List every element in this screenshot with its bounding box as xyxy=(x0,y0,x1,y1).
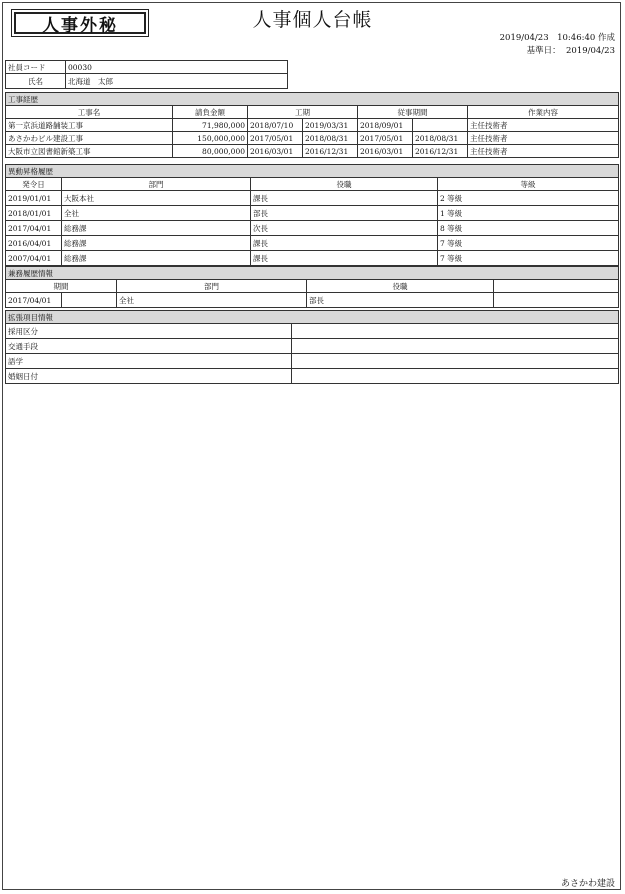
document-title: 人事個人台帳 xyxy=(252,9,373,31)
transfer-header-row xyxy=(6,178,619,191)
transfer-section-title: 異動昇格履歴 xyxy=(6,165,619,178)
table-row xyxy=(6,354,619,369)
col-header-department: 部門 xyxy=(117,280,307,293)
extended-fields-table xyxy=(5,310,619,384)
created-timestamp: 2019/04/23 10:46:40 作成 xyxy=(499,33,615,43)
work-start: 2018/09/01 xyxy=(358,119,413,132)
col-header-work-content: 作業内容 xyxy=(468,106,619,119)
position: 部長 xyxy=(307,293,494,308)
employee-name-label: 氏名 xyxy=(6,74,66,89)
field-label: 採用区分 xyxy=(6,324,292,339)
department: 総務課 xyxy=(62,251,251,266)
extended-section-title: 拡張項目情報 xyxy=(6,311,619,324)
position: 課長 xyxy=(251,191,438,206)
company-name: あさかわ建設 xyxy=(560,879,615,889)
base-date-label: 基準日： xyxy=(526,46,561,56)
construction-history-table xyxy=(5,92,619,158)
contract-amount: 71,980,000 xyxy=(173,119,248,132)
period-end: 2019/03/31 xyxy=(303,119,358,132)
project-name: 大阪市立図書館新築工事 xyxy=(6,145,173,158)
col-header-blank xyxy=(494,280,619,293)
concurrent-history-table xyxy=(5,266,619,308)
col-header-department: 部門 xyxy=(62,178,251,191)
work-start: 2017/05/01 xyxy=(358,132,413,145)
project-name: 第一京浜道路舗装工事 xyxy=(6,119,173,132)
department: 総務課 xyxy=(62,236,251,251)
col-header-construction-period: 工期 xyxy=(248,106,358,119)
position: 次長 xyxy=(251,221,438,236)
table-row xyxy=(6,191,619,206)
work-end xyxy=(413,119,468,132)
field-value xyxy=(292,354,619,369)
department: 総務課 xyxy=(62,221,251,236)
department: 全社 xyxy=(117,293,307,308)
col-header-work-period: 従事期間 xyxy=(358,106,468,119)
period-end: 2018/08/31 xyxy=(303,132,358,145)
department: 全社 xyxy=(62,206,251,221)
table-row xyxy=(6,206,619,221)
issue-date: 2007/04/01 xyxy=(6,251,62,266)
issue-date: 2016/04/01 xyxy=(6,236,62,251)
construction-header-row xyxy=(6,106,619,119)
work-content: 主任技術者 xyxy=(468,145,619,158)
table-row xyxy=(6,221,619,236)
confidential-stamp-text: 人事外秘 xyxy=(14,12,146,34)
col-header-grade: 等級 xyxy=(438,178,619,191)
construction-section-title: 工事経歴 xyxy=(6,93,619,106)
field-label: 語学 xyxy=(6,354,292,369)
issue-date: 2018/01/01 xyxy=(6,206,62,221)
position: 部長 xyxy=(251,206,438,221)
work-start: 2016/03/01 xyxy=(358,145,413,158)
position: 課長 xyxy=(251,251,438,266)
grade: 8 等級 xyxy=(438,221,619,236)
grade: 1 等級 xyxy=(438,206,619,221)
table-row xyxy=(6,132,619,145)
period-end: 2016/12/31 xyxy=(303,145,358,158)
base-date-value: 2019/04/23 xyxy=(566,46,615,56)
concurrent-header-row xyxy=(6,280,619,293)
position: 課長 xyxy=(251,236,438,251)
field-value xyxy=(292,369,619,384)
employee-code-label: 社員コード xyxy=(6,61,66,74)
period-end xyxy=(62,293,117,308)
grade: 7 等級 xyxy=(438,251,619,266)
employee-name-value: 北海道 太郎 xyxy=(66,74,288,89)
department: 大阪本社 xyxy=(62,191,251,206)
contract-amount: 150,000,000 xyxy=(173,132,248,145)
concurrent-section-title: 兼務履歴情報 xyxy=(6,267,619,280)
employee-name-row xyxy=(6,74,288,89)
extra-cell xyxy=(494,293,619,308)
table-row xyxy=(6,369,619,384)
employee-info-table xyxy=(5,60,288,89)
work-end: 2018/08/31 xyxy=(413,132,468,145)
table-row xyxy=(6,119,619,132)
table-row xyxy=(6,236,619,251)
field-label: 婚姻日付 xyxy=(6,369,292,384)
period-start: 2017/05/01 xyxy=(248,132,303,145)
project-name: あさかわビル建設工事 xyxy=(6,132,173,145)
field-value xyxy=(292,324,619,339)
field-value xyxy=(292,339,619,354)
col-header-position: 役職 xyxy=(251,178,438,191)
col-header-project-name: 工事名 xyxy=(6,106,173,119)
col-header-period: 期間 xyxy=(6,280,117,293)
work-content: 主任技術者 xyxy=(468,119,619,132)
period-start: 2016/03/01 xyxy=(248,145,303,158)
issue-date: 2019/01/01 xyxy=(6,191,62,206)
period-start: 2017/04/01 xyxy=(6,293,62,308)
period-start: 2018/07/10 xyxy=(248,119,303,132)
grade: 7 等級 xyxy=(438,236,619,251)
grade: 2 等級 xyxy=(438,191,619,206)
work-content: 主任技術者 xyxy=(468,132,619,145)
table-row xyxy=(6,324,619,339)
col-header-contract-amount: 請負金額 xyxy=(173,106,248,119)
transfer-history-table xyxy=(5,164,619,266)
table-row xyxy=(6,251,619,266)
table-row xyxy=(6,339,619,354)
contract-amount: 80,000,000 xyxy=(173,145,248,158)
work-end: 2016/12/31 xyxy=(413,145,468,158)
employee-code-row xyxy=(6,61,288,74)
issue-date: 2017/04/01 xyxy=(6,221,62,236)
field-label: 交通手段 xyxy=(6,339,292,354)
base-date-line xyxy=(527,44,615,56)
col-header-issue-date: 発令日 xyxy=(6,178,62,191)
table-row xyxy=(6,145,619,158)
employee-code-value: 00030 xyxy=(66,61,288,74)
table-row xyxy=(6,293,619,308)
col-header-position: 役職 xyxy=(307,280,494,293)
